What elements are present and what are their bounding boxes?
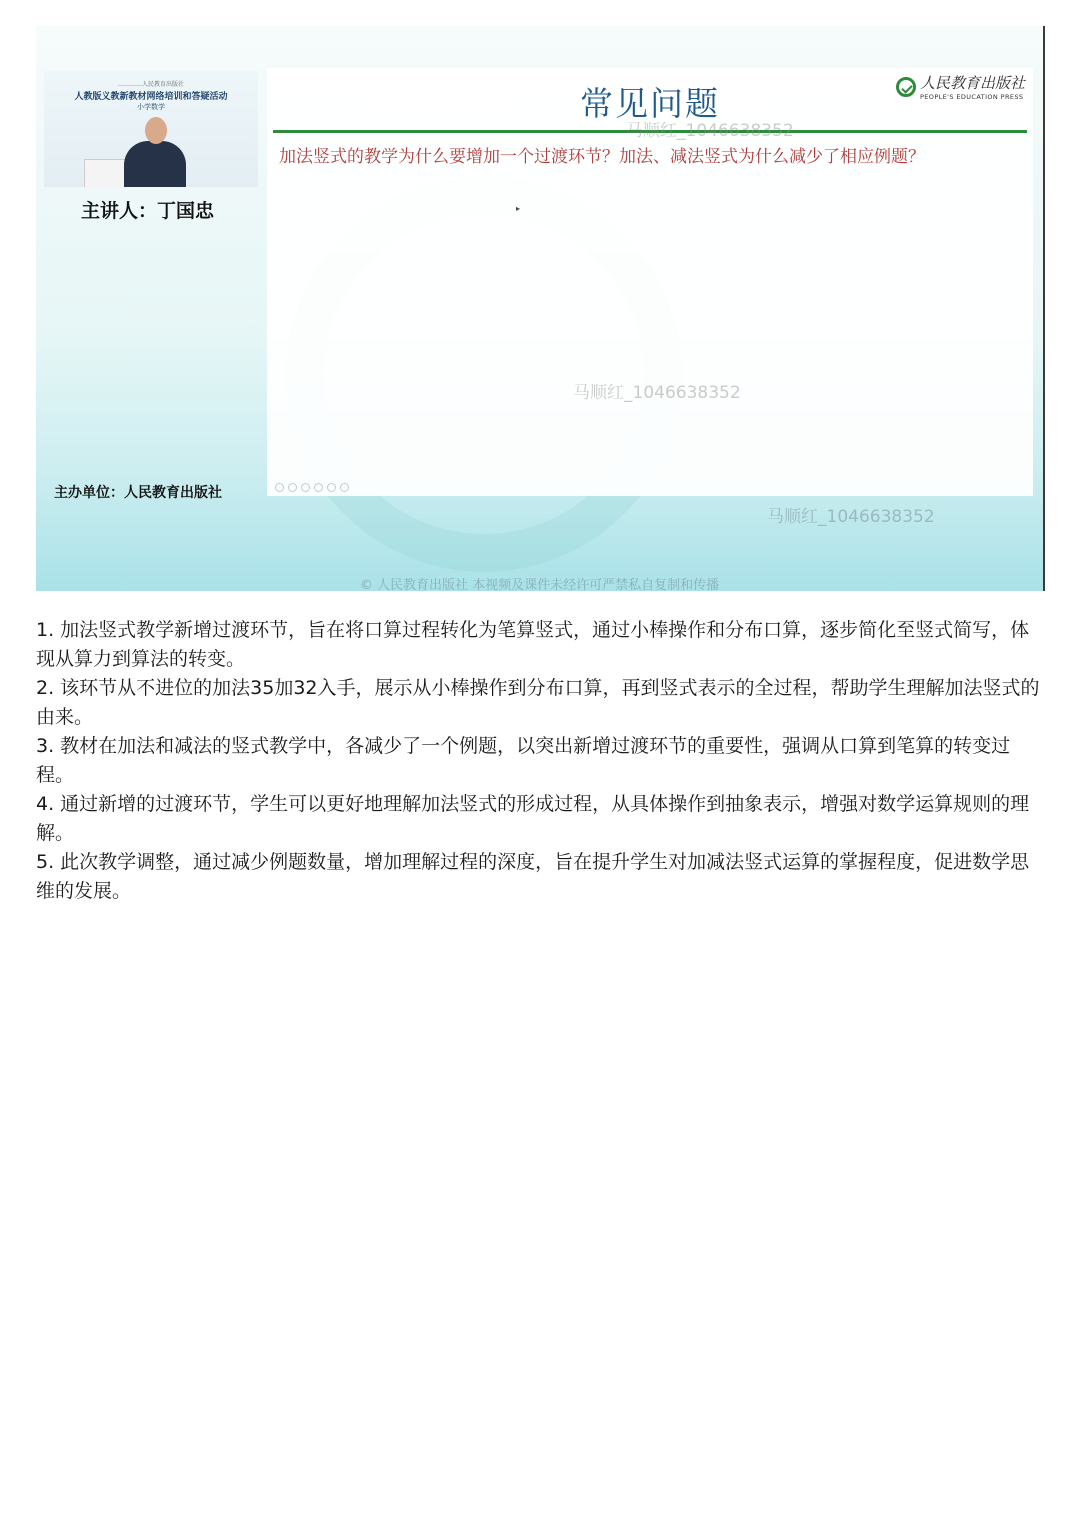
- note-item: 4. 通过新增的过渡环节，学生可以更好地理解加法竖式的形成过程，从具体操作到抽象表示，增强对数学运算规则的理解。: [36, 793, 1030, 844]
- publisher-name-cn: 人民教育出版社: [919, 74, 1025, 92]
- user-watermark: 马顺红_1046638352: [626, 121, 794, 141]
- camera-header-subject: 小学数学: [137, 103, 165, 111]
- organizer-label: 主办单位：人民教育出版社: [54, 485, 222, 501]
- more-options-icon[interactable]: [340, 483, 349, 492]
- summary-notes: [36, 616, 1046, 906]
- speaker-name: 主讲人：丁国忠: [81, 200, 215, 222]
- slide-title: 常见问题: [580, 84, 720, 123]
- zoom-icon[interactable]: [327, 483, 336, 492]
- camera-header-title: 人教版义教新教材网络培训和答疑活动: [74, 92, 228, 102]
- publisher-name-en: PEOPLE'S EDUCATION PRESS: [919, 93, 1024, 101]
- user-watermark: 马顺红_1046638352: [573, 383, 741, 403]
- note-item: 1. 加法竖式教学新增过渡环节，旨在将口算过程转化为笔算竖式，通过小棒操作和分布口算，逐步简化至竖式简写，体现从算力到算法的转变。: [36, 619, 1030, 670]
- slide-question: 加法竖式的教学为什么要增加一个过渡环节？加法、减法竖式为什么减少了相应例题？: [279, 147, 925, 167]
- next-slide-icon[interactable]: [288, 483, 297, 492]
- presenter-figure: [124, 117, 186, 187]
- prev-slide-icon[interactable]: [275, 483, 284, 492]
- video-frame[interactable]: [36, 26, 1045, 591]
- presenter-camera: [44, 71, 258, 187]
- copyright-notice: © 人民教育出版社 本视频及课件未经许可严禁私自复制和传播: [359, 578, 720, 591]
- menu-icon[interactable]: [314, 483, 323, 492]
- slide-controls[interactable]: [275, 483, 349, 492]
- note-item: 2. 该环节从不进位的加法35加32入手，展示从小棒操作到分布口算，再到竖式表示的全过程，帮助学生理解加法竖式的由来。: [36, 677, 1040, 728]
- mouse-cursor-icon: ▸: [516, 204, 521, 213]
- user-watermark: 马顺红_1046638352: [767, 507, 935, 527]
- pen-tool-icon[interactable]: [301, 483, 310, 492]
- note-item: 3. 教材在加法和减法的竖式教学中，各减少了一个例题，以突出新增过渡环节的重要性，强调从口算到笔算的转变过程。: [36, 735, 1011, 786]
- note-item: 5. 此次教学调整，通过减少例题数量，增加理解过程的深度，旨在提升学生对加减法竖式运算的掌握程度，促进数学思维的发展。: [36, 851, 1030, 902]
- camera-header-org: …………人民教育出版社: [117, 81, 184, 88]
